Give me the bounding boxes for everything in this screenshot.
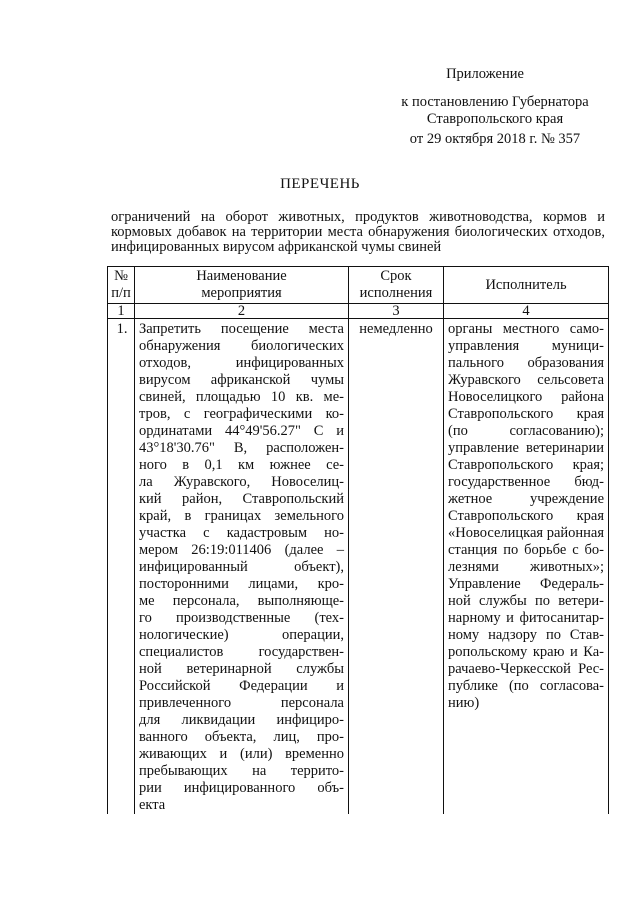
executor-line: нарному и фитосанитар-: [448, 610, 605, 626]
header-term: Срок исполнения: [349, 267, 444, 304]
measure-line: тров, с географическими ко-: [139, 406, 344, 422]
appendix-label: Приложение: [446, 66, 524, 82]
measure-line: 43°18'30.76" В, расположен-: [139, 440, 344, 456]
measure-line: ного в 0,1 км южнее се-: [139, 457, 344, 473]
executor-line: Журавского сельсовета: [448, 372, 605, 388]
header-measure: Наименование мероприятия: [135, 267, 349, 304]
measure-line: мером 26:19:011406 (далее –: [139, 542, 344, 558]
executor-line: Ставропольского края: [448, 508, 605, 524]
measure-line: пребывающих на террито-: [139, 763, 344, 779]
document-subtitle: ограничений на оборот животных, продуктов животноводства, кормов и кормовых добавок на территории места обнаружения биологических отходов, инфицированных вирусом африканской чумы свиней: [111, 209, 605, 255]
measure-line: рии инфицированного объ-: [139, 780, 344, 796]
executor-line: лезнями животных»;: [448, 559, 605, 575]
measure-line: вирусом африканской чумы: [139, 372, 344, 388]
measure-line: инфицированный объект),: [139, 559, 344, 575]
table-header-row: [108, 267, 609, 304]
executor-line: «Новоселицкая районная: [448, 525, 605, 541]
measure-line: ла Журавского, Новоселиц-: [139, 474, 344, 490]
measure-line: ванного объекта, лиц, про-: [139, 729, 344, 745]
measure-line: го производственные (тех-: [139, 610, 344, 626]
measure-line: ме персонала, выполняюще-: [139, 593, 344, 609]
executor-line: публике (по согласова-: [448, 678, 605, 694]
measure-line: Запретить посещение места: [139, 321, 344, 337]
executor-line: Ставропольского края: [448, 406, 605, 422]
row-measure: [135, 319, 349, 815]
measure-line: специалистов государствен-: [139, 644, 344, 660]
document-title: ПЕРЕЧЕНЬ: [280, 176, 360, 192]
executor-line: ропольскому краю и Ка-: [448, 644, 605, 660]
executor-line: органы местного само-: [448, 321, 605, 337]
executor-line: Новоселицкого района: [448, 389, 605, 405]
measures-table: [107, 266, 609, 814]
measure-line: участка с кадастровым но-: [139, 525, 344, 541]
row-number: 1.: [108, 319, 135, 815]
measure-line: нологические) операции,: [139, 627, 344, 643]
measure-line: ной ветеринарной службы: [139, 661, 344, 677]
header-number: № п/п: [108, 267, 135, 304]
table-column-numbers-row: [108, 304, 609, 319]
measure-line: край, в границах земельного: [139, 508, 344, 524]
column-number-3: 3: [349, 304, 444, 319]
appendix-reference-line1: к постановлению Губернатора: [401, 94, 589, 110]
table-row: [108, 319, 609, 815]
executor-line: (по согласованию);: [448, 423, 605, 439]
executor-line: рачаево-Черкесской Рес-: [448, 661, 605, 677]
executor-line: управление ветеринарии: [448, 440, 605, 456]
measure-line: екта: [139, 797, 166, 813]
executor-line: государственное бюд-: [448, 474, 605, 490]
executor-line: управления муници-: [448, 338, 605, 354]
executor-line: жетное учреждение: [448, 491, 605, 507]
executor-line: ному надзору по Став-: [448, 627, 605, 643]
row-term: немедленно: [349, 319, 444, 815]
measure-line: привлеченного персонала: [139, 695, 344, 711]
executor-line: станция по борьбе с бо-: [448, 542, 605, 558]
executor-line: Управление Федераль-: [448, 576, 605, 592]
measure-line: для ликвидации инфициро-: [139, 712, 344, 728]
measure-line: Российской Федерации и: [139, 678, 344, 694]
executor-line: пального образования: [448, 355, 605, 371]
measure-line: кий район, Ставропольский: [139, 491, 344, 507]
executor-line: Ставропольского края;: [448, 457, 605, 473]
executor-line: нию): [448, 695, 480, 711]
appendix-date: от 29 октября 2018 г. № 357: [409, 131, 581, 147]
column-number-1: 1: [108, 304, 135, 319]
measure-line: посторонними лицами, кро-: [139, 576, 344, 592]
measure-line: обнаружения биологических: [139, 338, 344, 354]
appendix-reference-line2: Ставропольского края: [426, 111, 564, 127]
column-number-4: 4: [444, 304, 609, 319]
row-executor: [444, 319, 609, 815]
measure-line: живающих и (или) временно: [139, 746, 344, 762]
measure-line: ординатами 44°49'56.27" С и: [139, 423, 344, 439]
executor-line: ной службы по ветери-: [448, 593, 605, 609]
measure-line: свиней, площадью 10 кв. ме-: [139, 389, 344, 405]
appendix-reference: [380, 94, 610, 128]
measure-line: отходов, инфицированных: [139, 355, 344, 371]
header-executor: Исполнитель: [444, 267, 609, 304]
column-number-2: 2: [135, 304, 349, 319]
